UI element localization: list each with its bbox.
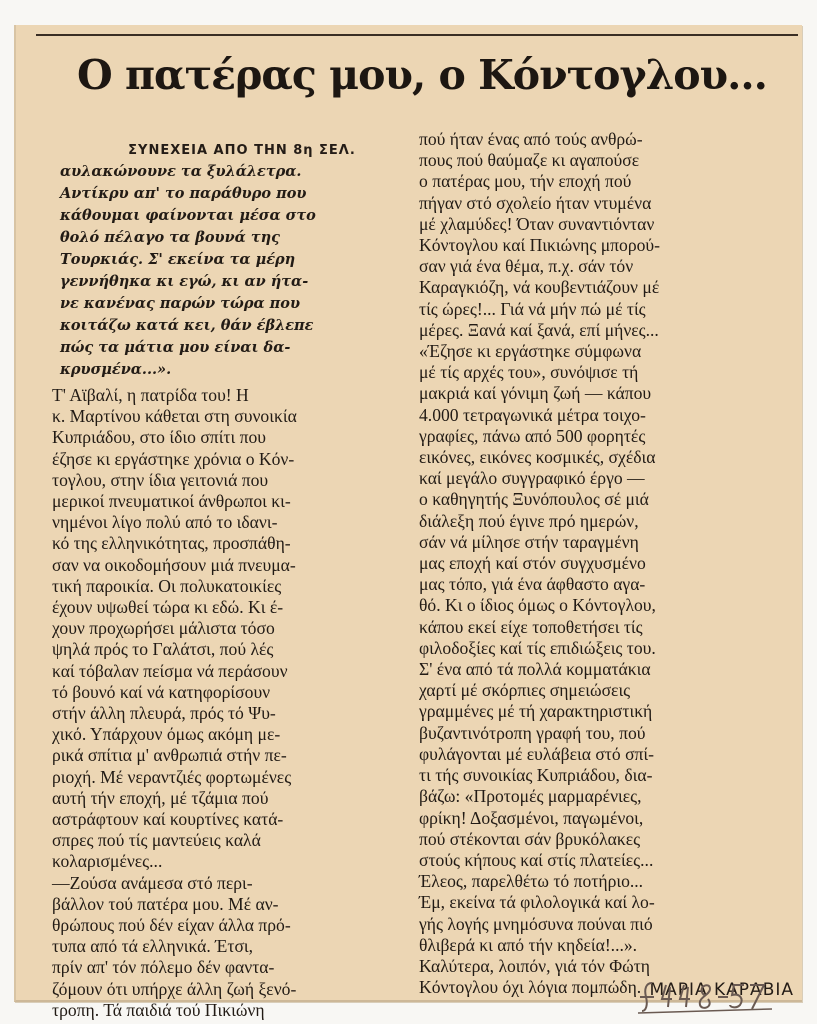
- article-title: Ο πατέρας μου, ο Κόντογλου...: [77, 51, 767, 99]
- column-right-text: πού ήταν ένας από τούς ανθρώ- πους πού θαύμαζε κι αγαπούσε ο πατέρας μου, τήν εποχή πού πήγαν στό σχολείο ήταν ντυμένα μέ χλαμύδες! Όταν συναντιόνταν Κόντογλου καί Πικιώνης μπορού- σαν γιά ένα θέμα, π.χ. σάν τόν Καραγκιόζη, νά κουβεντιάζουν μέ τίς ώρες!... Γιά νά μήν πώ μέ τίς μέρες. Ξανά καί ξανά, επί μήνες... «Έζησε κι εργάστηκε σύμφωνα μέ τίς αρχές του», συνόψισε τή μακριά καί γόνιμη ζωή — κάπου 4.000 τετραγωνικά μέτρα τοιχο- γραφίες, πάνω από 500 φορητές εικόνες, εικόνες κοσμικές, σχέδια καί μεγάλο συγγραφικό έργο — ο καθηγητής Ξυνόπουλος σέ μιά διάλεξη πού έγινε πρό ημερών, σάν νά μίλησε στήν ταραγμένη μας εποχή καί στόν συγχυσμένο μας τόπο, γιά ένα άφθαστο αγα- θό. Κι ο ίδιος όμως ο Κόντογλου, κάπου εκεί είχε τοποθετήσει τίς φιλοδοξίες καί τίς επιδιώξεις του. Σ' ένα από τά πολλά κομματάκια χαρτί μέ σκόρπιες σημειώσεις γραμμένες μέ τή χαρακτηριστική βυζαντινότροπη γραφή του, πού φυλάγονται μέ ευλάβεια στό σπί- τι τής συνοικίας Κυπριάδου, δια- βάζω: «Προτομές μαρμαρένιες, φρίκη! Δοξασμένοι, παγωμένοι, πού στέκονται σάν βρυκόλακες στούς κήπους καί στίς πλατείες... Έλεος, παρελθέτω τό ποτήριο... Έμ, εκείνα τά φιλολογικά καί λο- γής λογής μνημόσυνα πούναι πιό θλιβερά κι από τήν κηδεία!...». Καλύτερα, λοιπόν, γιά τόν Φώτη Κόντογλου όχι λόγια πομπώδη.: [419, 129, 660, 998]
- newspaper-clipping: [14, 25, 802, 1020]
- top-rule: [36, 34, 798, 36]
- continuation-note: ΣΥΝΕΧΕΙΑ ΑΠΟ ΤΗΝ 8η ΣΕΛ.: [128, 143, 356, 158]
- column-left-text: Τ' Αϊβαλί, η πατρίδα του! Η κ. Μαρτίνου κάθεται στη συνοικία Κυπριάδου, στο ίδιο σπίτι που έζησε κι εργάστηκε χρόνια ο Κόν- τογλου, στην ίδια γειτονιά που μερικοί πνευματικοί άνθρωποι κι- νημένοι λίγο πολύ από το ιδανι- κό της ελληνικότητας, προσπάθη- σαν να οικοδομήσουν μιά πνευμα- τική παροικία. Οι πολυκατοικίες έχουν υψωθεί τώρα κι εδώ. Κι έ- χουν προχωρήσει μάλιστα τόσο ψηλά πρός το Γαλάτσι, πού λές καί τόβαλαν πείσμα νά περάσουν τό βουνό καί νά κατηφορίσουν στήν άλλη πλευρά, πρός τό Ψυ- χικό. Υπάρχουν όμως ακόμη με- ρικά σπίτια μ' ανθρωπιά στήν πε- ριοχή. Μέ νεραντζιές φορτωμένες αυτή τήν εποχή, μέ τζάμια πού αστράφτουν καί κουρτίνες κατά- σπρες πού τίς μαντεύεις καλά κολαρισμένες... —Ζούσα ανάμεσα στό περι- βάλλον τού πατέρα μου. Μέ αν- θρώπους πού δέν είχαν άλλα πρό- τυπα από τά ελληνικά. Έτσι, πρίν απ' τόν πόλεμο δέν φαντα- ζόμουν ότι υπήρχε άλλη ζωή ξενό- τροπη. Τά παιδιά τού Πικιώνη: [52, 385, 297, 1020]
- column-right: [419, 129, 773, 998]
- handwritten-archive-number: [632, 975, 782, 1015]
- lead-quote: αυλακώνουνε τα ξυλάλετρα. Αντίκρυ απ' το παράθυρο που κάθουμαι φαίνονται μέσα στο θολό πέλαγο τα βουνά της Τουρκιάς. Σ' εκείνα τα μέρη γεννήθηκα κι εγώ, κι αν ήτα- νε κανένας παρών τώρα που κοιτάζω κατά κει, θάν έβλεπε πώς τα μάτια μου είναι δα- κρυσμένα...».: [60, 163, 316, 378]
- author-signature: ΜΑΡΙΑ ΚΑΡΑΒΙΑ: [649, 980, 794, 1000]
- column-left-lead: [60, 161, 402, 381]
- column-left: [52, 385, 402, 1021]
